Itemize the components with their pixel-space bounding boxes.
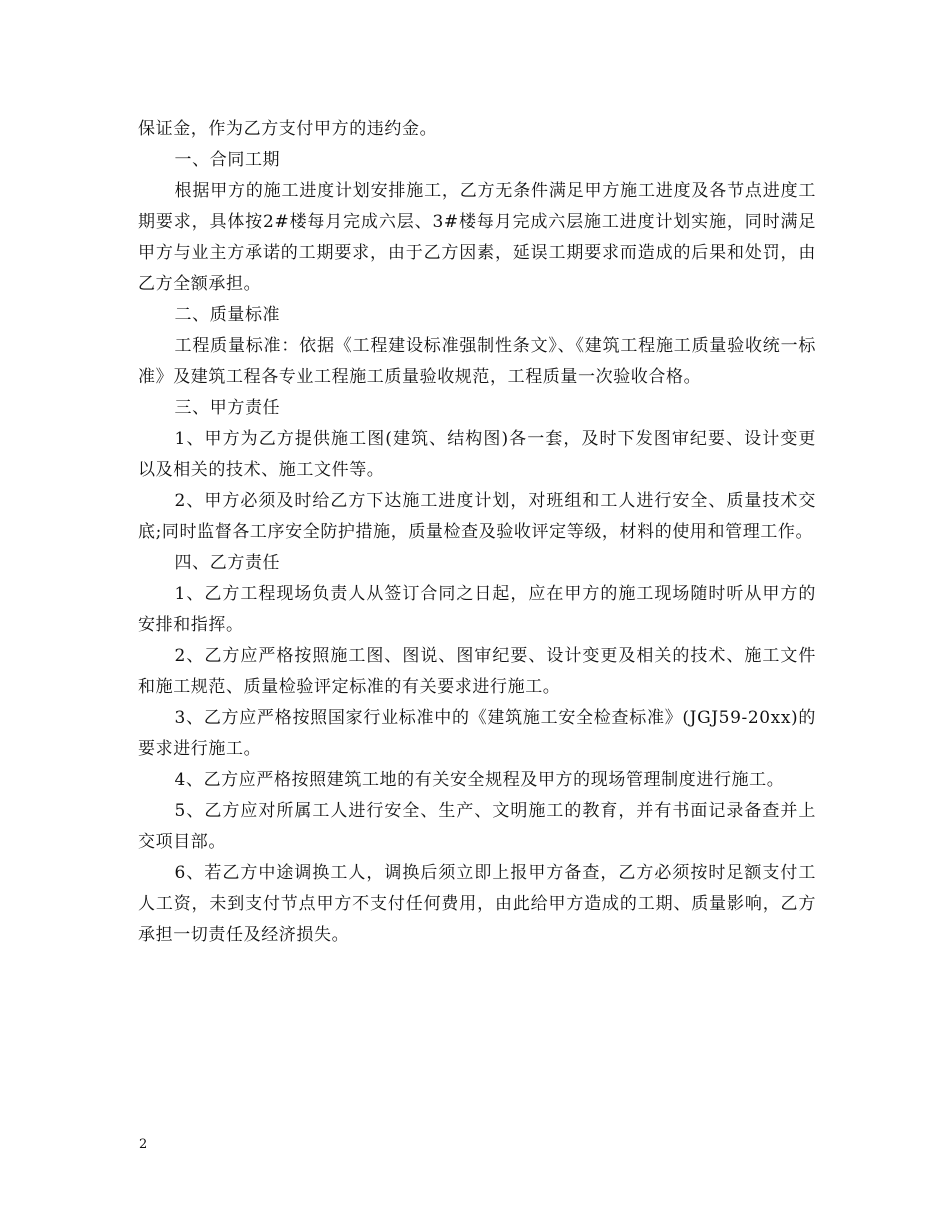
heading-party-b-responsibilities: 四、乙方责任 — [174, 553, 281, 573]
paragraph-party-a-item-1: 1、甲方为乙方提供施工图(建筑、结构图)各一套，及时下发图审纪要、设计变更以及相关的技术、施工文件等。 — [138, 429, 816, 480]
paragraph-party-b-item-1: 1、乙方工程现场负责人从签订合同之日起，应在甲方的施工现场随时听从甲方的安排和指挥。 — [138, 584, 816, 635]
paragraph-contract-period: 根据甲方的施工进度计划安排施工，乙方无条件满足甲方施工进度及各节点进度工期要求，具体按2#楼每月完成六层、3#楼每月完成六层施工进度计划实施，同时满足甲方与业主方承诺的工期要求，由于乙方因素，延误工期要求而造成的后果和处罚，由乙方全额承担。 — [138, 181, 816, 294]
paragraph-guarantee-continuation: 保证金，作为乙方支付甲方的违约金。 — [138, 119, 438, 139]
heading-party-a-responsibilities: 三、甲方责任 — [174, 398, 281, 418]
heading-quality-standard: 二、质量标准 — [174, 305, 281, 325]
paragraph-quality-standard: 工程质量标准：依据《工程建设标准强制性条文》、《建筑工程施工质量验收统一标准》及建筑工程各专业工程施工质量验收规范，工程质量一次验收合格。 — [138, 336, 816, 387]
paragraph-party-b-item-2: 2、乙方应严格按照施工图、图说、图审纪要、设计变更及相关的技术、施工文件和施工规范、质量检验评定标准的有关要求进行施工。 — [138, 646, 816, 697]
heading-contract-period: 一、合同工期 — [174, 150, 281, 170]
page-number: 2 — [139, 1137, 148, 1152]
document-body — [138, 114, 816, 951]
paragraph-party-b-item-3: 3、乙方应严格按照国家行业标准中的《建筑施工安全检查标准》(JGJ59-20xx)的要求进行施工。 — [138, 708, 816, 759]
paragraph-party-b-item-4: 4、乙方应严格按照建筑工地的有关安全规程及甲方的现场管理制度进行施工。 — [174, 770, 785, 790]
paragraph-party-b-item-6: 6、若乙方中途调换工人，调换后须立即上报甲方备查，乙方必须按时足额支付工人工资，未到支付节点甲方不支付任何费用，由此给甲方造成的工期、质量影响，乙方承担一切责任及经济损失。 — [138, 863, 816, 945]
paragraph-party-a-item-2: 2、甲方必须及时给乙方下达施工进度计划，对班组和工人进行安全、质量技术交底;同时监督各工序安全防护措施，质量检查及验收评定等级，材料的使用和管理工作。 — [138, 491, 816, 542]
paragraph-party-b-item-5: 5、乙方应对所属工人进行安全、生产、文明施工的教育，并有书面记录备查并上交项目部。 — [138, 801, 816, 852]
